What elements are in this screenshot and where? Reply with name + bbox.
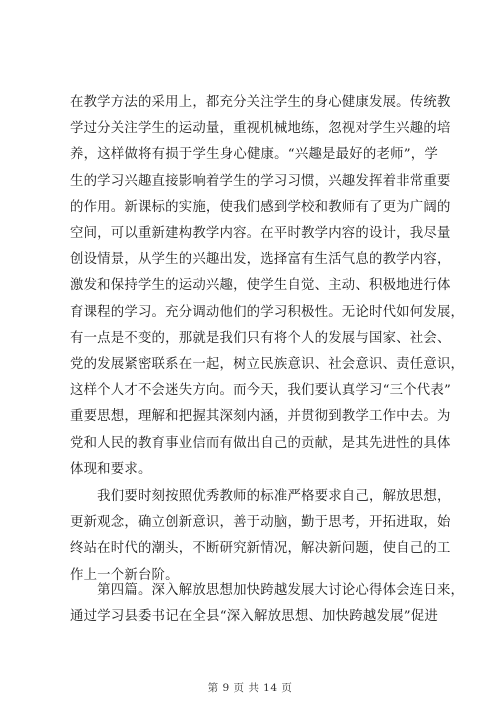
text-line: 第四篇。深入解放思想加快跨越发展大讨论心得体会连日来， [70,583,465,598]
text-line: 通过学习县委书记在全县“深入解放思想、加快跨越发展”促进 [70,609,438,625]
text-line: 激发和保持学生的运动兴趣，使学生自觉、主动、积极地进行体 [70,278,451,294]
text-line: 重要思想，理解和把握其深刻内涵，并贯彻到教学工作中去。为 [70,409,451,425]
text-line: 体现和要求。 [70,461,152,477]
text-line: 在教学方法的采用上，都充分关注学生的身心健康发展。传统教 [70,95,451,110]
text-line: 的作用。新课标的实施，使我们感到学校和教师有了更为广阔的 [70,199,451,215]
text-line: 育课程的学习。充分调动他们的学习积极性。无论时代如何发展， [70,304,465,320]
text-line: 终站在时代的潮头，不断研究新情况，解决新问题，使自己的工 [70,541,451,557]
paragraph-2 [70,484,451,589]
text-line: 养，这样做将有损于学生身心健康。“兴趣是最好的老师”，学 [70,147,438,163]
paragraph-1 [70,90,465,483]
text-line: 生的学习兴趣直接影响着学生的学习习惯，兴趣发挥着非常重要 [70,173,451,189]
text-line: 这样个人才不会迷失方向。而今天，我们要认真学习“三个代表” [70,383,452,399]
text-line: 创设情景，从学生的兴趣出发，选择富有生活气息的教学内容， [70,252,451,268]
text-line: 党的发展紧密联系在一起，树立民族意识、社会意识、责任意识， [70,357,465,373]
paragraph-3 [70,578,465,630]
text-line: 空间，可以重新建构教学内容。在平时教学内容的设计，我尽量 [70,226,451,242]
text-line: 更新观念，确立创新意识，善于动脑，勤于思考，开拓进取，始 [70,515,451,531]
text-line: 我们要时刻按照优秀教师的标准严格要求自己，解放思想， [70,489,451,504]
text-line: 学过分关注学生的运动量，重视机械地练，忽视对学生兴趣的培 [70,121,451,137]
text-line: 党和人民的教育事业信而有做出自己的贡献，是其先进性的具体 [70,435,451,451]
page-number-footer: 第 9 页 共 14 页 [207,682,293,694]
text-line: 有一点是不变的，那就是我们只有将个人的发展与国家、社会、 [70,330,451,346]
text-line: 作上一个新台阶。 [70,567,179,583]
